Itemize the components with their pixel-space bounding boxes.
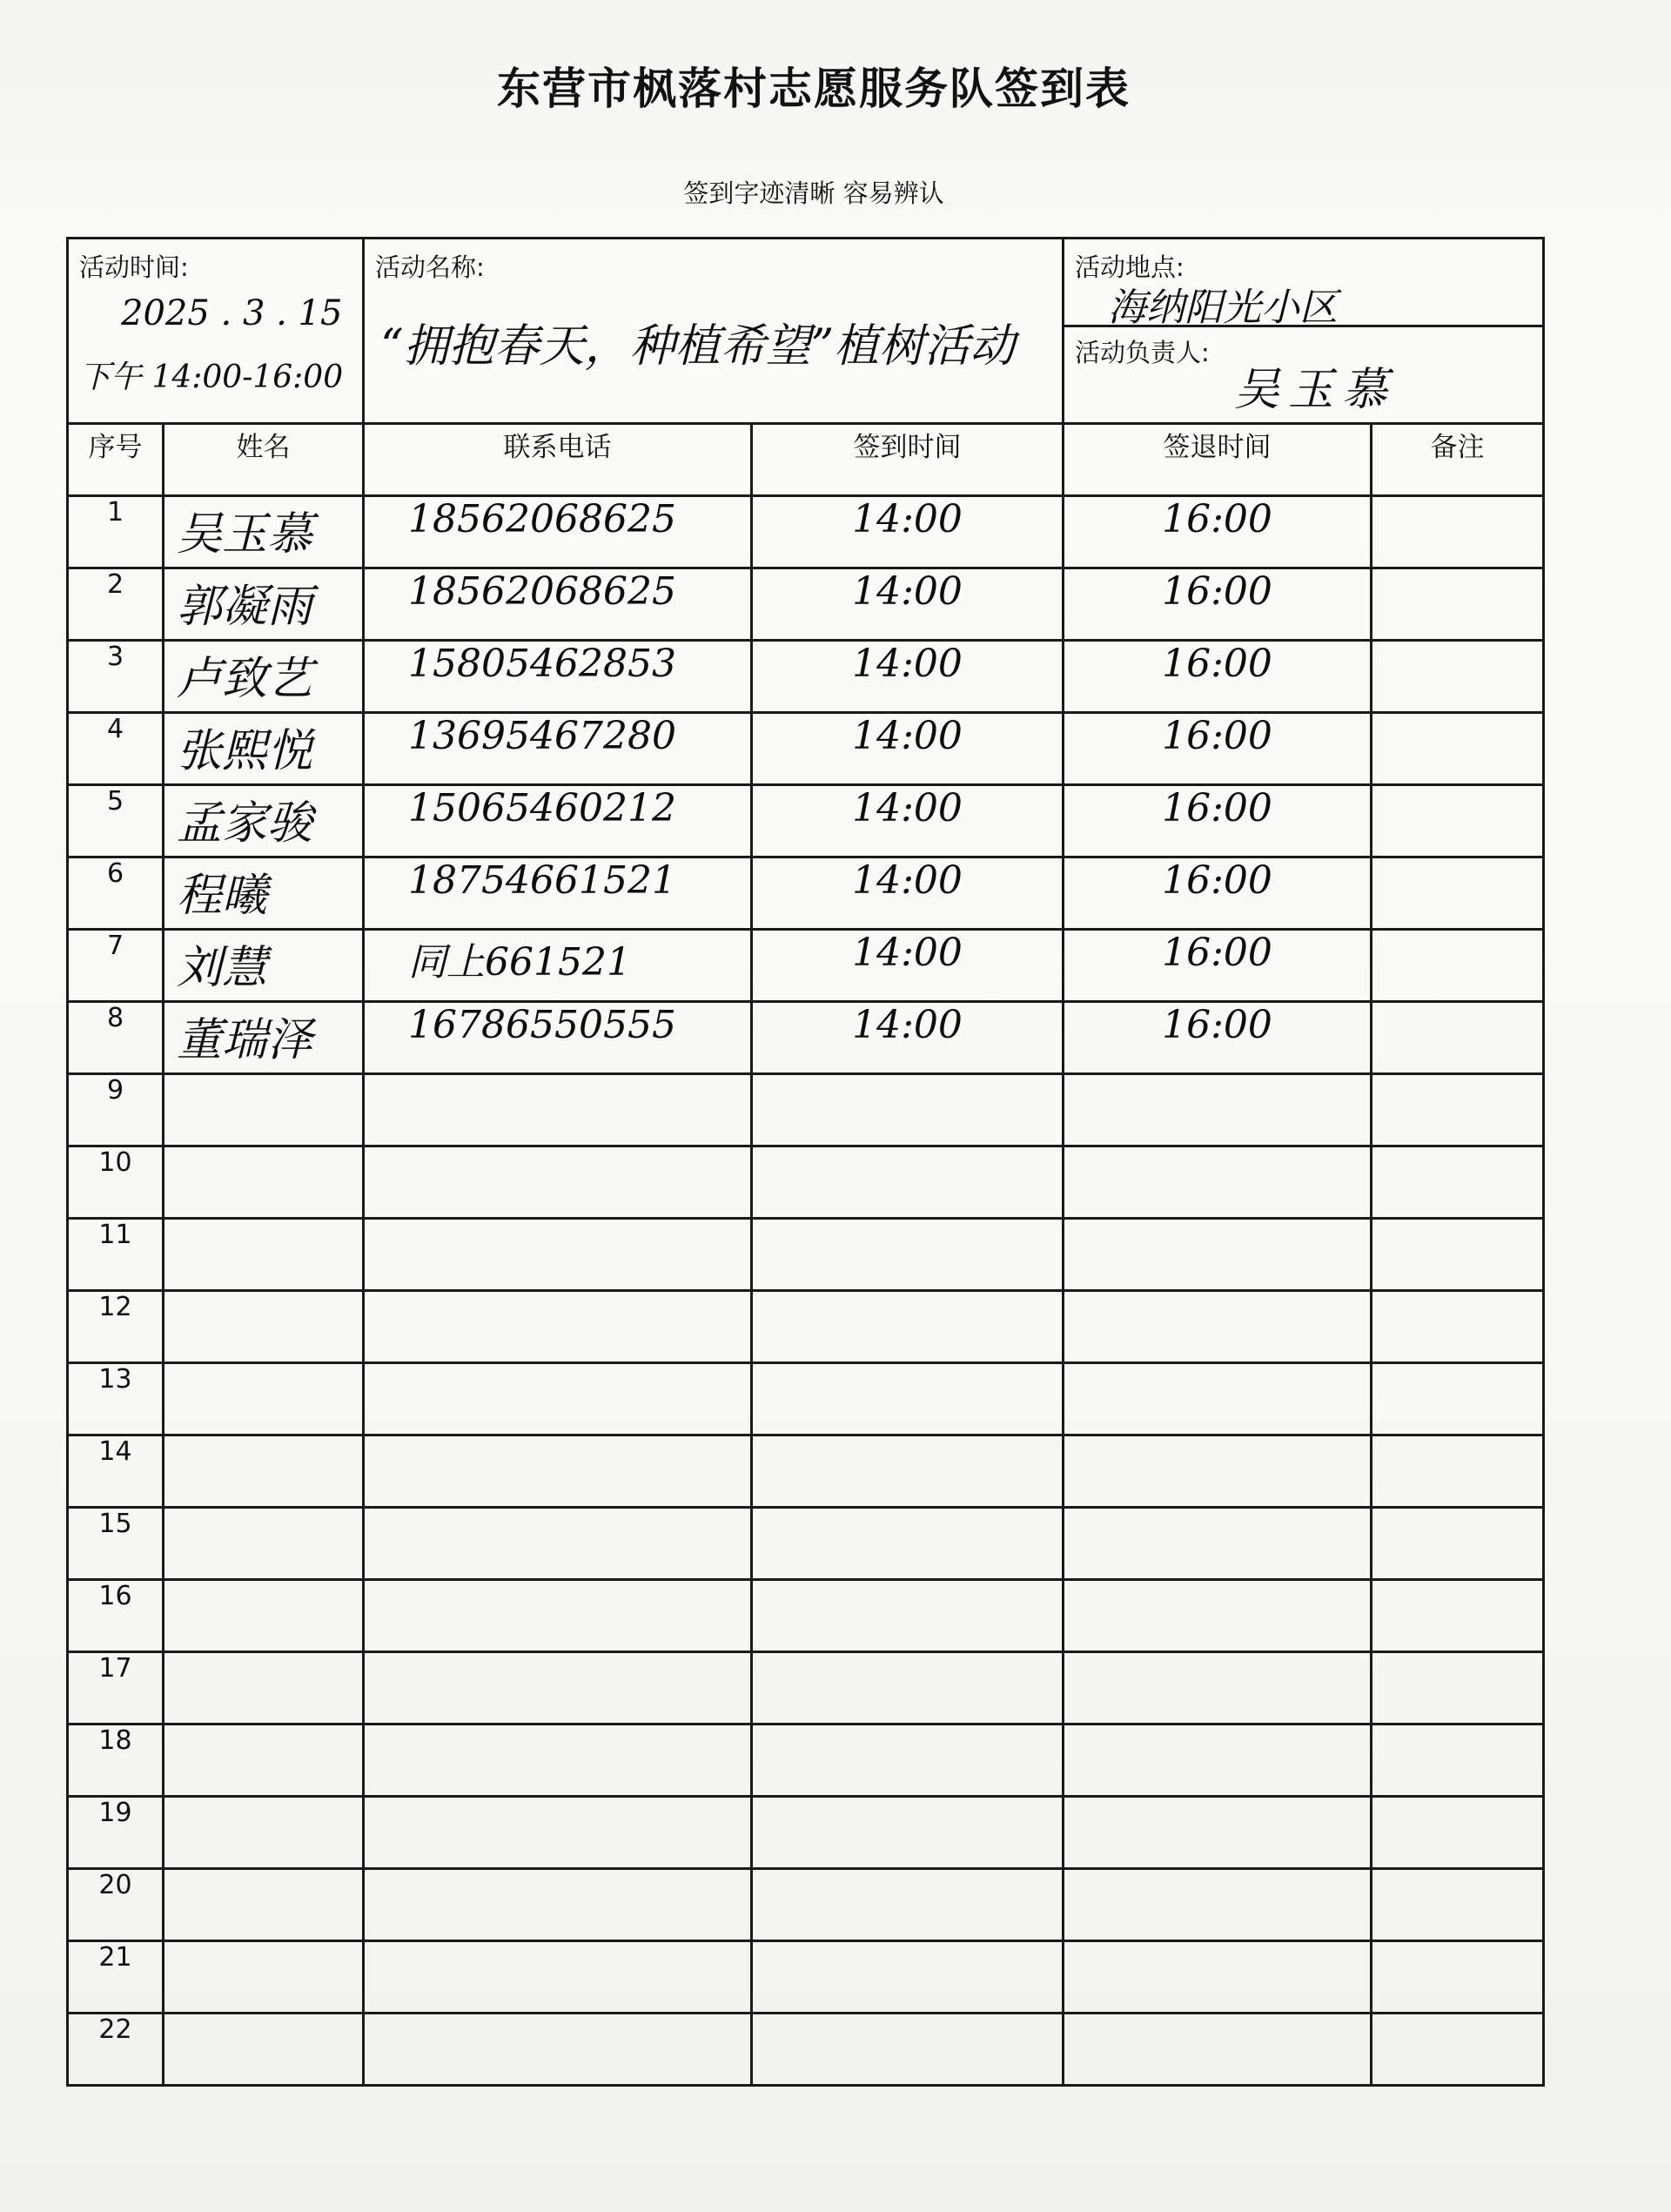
row-checkout-time: 16:00 <box>1064 1002 1372 1074</box>
row-remark <box>1372 568 1544 641</box>
row-phone <box>364 1869 752 1941</box>
row-name: 董瑞泽 <box>164 1002 364 1074</box>
row-checkin-time <box>752 1725 1064 1797</box>
row-seq: 1 <box>68 496 164 568</box>
row-name <box>164 1435 364 1508</box>
row-phone <box>364 1652 752 1725</box>
activity-date-value: 2025 . 3 . 15 <box>121 293 343 333</box>
row-phone <box>364 1508 752 1580</box>
row-checkout-time <box>1064 1363 1372 1435</box>
row-checkin-time: 14:00 <box>752 785 1064 857</box>
row-seq: 14 <box>68 1435 164 1508</box>
row-name <box>164 1941 364 2014</box>
row-phone <box>364 1580 752 1652</box>
table-row <box>68 1508 1544 1580</box>
row-name <box>164 1291 364 1363</box>
page-title: 东营市枫落村志愿服务队签到表 <box>497 64 1131 114</box>
header-phone: 联系电话 <box>364 424 752 496</box>
table-row <box>68 857 1544 930</box>
activity-location-cell <box>1064 239 1544 424</box>
row-remark <box>1372 2014 1544 2086</box>
table-row <box>68 1219 1544 1291</box>
sign-in-table <box>66 237 1545 2087</box>
row-checkout-time <box>1064 1435 1372 1508</box>
row-remark <box>1372 1652 1544 1725</box>
header-checkin: 签到时间 <box>752 424 1064 496</box>
activity-leader-label: 活动负责人: <box>1075 338 1210 367</box>
row-remark <box>1372 496 1544 568</box>
activity-name-cell <box>364 239 1064 424</box>
row-remark <box>1372 1435 1544 1508</box>
row-seq: 16 <box>68 1580 164 1652</box>
row-checkout-time: 16:00 <box>1064 568 1372 641</box>
activity-time-cell <box>68 239 364 424</box>
table-row <box>68 1074 1544 1146</box>
table-row <box>68 1652 1544 1725</box>
activity-location-value: 海纳阳光小区 <box>1108 286 1338 330</box>
row-checkin-time <box>752 1363 1064 1435</box>
row-name <box>164 1508 364 1580</box>
activity-time-label: 活动时间: <box>79 252 189 282</box>
table-row <box>68 713 1544 785</box>
activity-name-label: 活动名称: <box>375 252 485 282</box>
row-name <box>164 1725 364 1797</box>
header-seq: 序号 <box>68 424 164 496</box>
row-checkout-time <box>1064 1580 1372 1652</box>
table-row <box>68 1002 1544 1074</box>
row-name: 卢致艺 <box>164 641 364 713</box>
row-seq: 4 <box>68 713 164 785</box>
header-name: 姓名 <box>164 424 364 496</box>
row-remark <box>1372 1580 1544 1652</box>
table-row <box>68 641 1544 713</box>
info-row <box>68 239 1544 424</box>
row-name: 张熙悦 <box>164 713 364 785</box>
activity-name-value: “拥抱春天，种植希望”植树活动 <box>380 320 1016 373</box>
table-row <box>68 568 1544 641</box>
row-checkin-time <box>752 1869 1064 1941</box>
row-seq: 9 <box>68 1074 164 1146</box>
row-remark <box>1372 1725 1544 1797</box>
row-checkin-time: 14:00 <box>752 930 1064 1002</box>
row-remark <box>1372 713 1544 785</box>
row-remark <box>1372 785 1544 857</box>
row-checkout-time: 16:00 <box>1064 857 1372 930</box>
row-checkout-time: 16:00 <box>1064 496 1372 568</box>
row-remark <box>1372 1797 1544 1869</box>
row-seq: 3 <box>68 641 164 713</box>
row-seq: 21 <box>68 1941 164 2014</box>
row-phone <box>364 1435 752 1508</box>
row-name <box>164 1074 364 1146</box>
header-checkout: 签退时间 <box>1064 424 1372 496</box>
row-checkin-time: 14:00 <box>752 1002 1064 1074</box>
row-checkout-time <box>1064 1797 1372 1869</box>
row-checkin-time <box>752 1797 1064 1869</box>
row-checkout-time <box>1064 1652 1372 1725</box>
row-seq: 10 <box>68 1146 164 1219</box>
activity-leader-value: 吴玉慕 <box>1234 364 1397 416</box>
row-checkout-time: 16:00 <box>1064 930 1372 1002</box>
table-row <box>68 1146 1544 1219</box>
row-remark <box>1372 1508 1544 1580</box>
row-remark <box>1372 1941 1544 2014</box>
table-row <box>68 1291 1544 1363</box>
row-seq: 8 <box>68 1002 164 1074</box>
table-row <box>68 930 1544 1002</box>
row-phone <box>364 1363 752 1435</box>
row-phone: 同上661521 <box>364 930 752 1002</box>
row-checkin-time: 14:00 <box>752 857 1064 930</box>
row-checkout-time <box>1064 1725 1372 1797</box>
row-checkin-time <box>752 1219 1064 1291</box>
row-checkout-time <box>1064 1074 1372 1146</box>
header-remark: 备注 <box>1372 424 1544 496</box>
row-checkin-time <box>752 2014 1064 2086</box>
row-seq: 13 <box>68 1363 164 1435</box>
row-name: 郭凝雨 <box>164 568 364 641</box>
row-phone <box>364 1941 752 2014</box>
row-checkin-time: 14:00 <box>752 641 1064 713</box>
row-seq: 15 <box>68 1508 164 1580</box>
row-phone <box>364 1146 752 1219</box>
row-seq: 2 <box>68 568 164 641</box>
row-name <box>164 1146 364 1219</box>
row-checkin-time <box>752 1580 1064 1652</box>
row-checkout-time <box>1064 1941 1372 2014</box>
location-subcell <box>1064 239 1542 330</box>
row-phone: 13695467280 <box>364 713 752 785</box>
activity-location-label: 活动地点: <box>1075 252 1184 282</box>
row-checkout-time <box>1064 1291 1372 1363</box>
row-name: 程曦 <box>164 857 364 930</box>
row-seq: 19 <box>68 1797 164 1869</box>
table-row <box>68 1435 1544 1508</box>
row-remark <box>1372 1074 1544 1146</box>
row-checkin-time <box>752 1941 1064 2014</box>
row-phone: 16786550555 <box>364 1002 752 1074</box>
row-seq: 20 <box>68 1869 164 1941</box>
row-remark <box>1372 857 1544 930</box>
row-remark <box>1372 930 1544 1002</box>
row-checkout-time: 16:00 <box>1064 785 1372 857</box>
table-row <box>68 1725 1544 1797</box>
row-checkout-time <box>1064 1146 1372 1219</box>
row-remark <box>1372 1002 1544 1074</box>
activity-time-value: 下午 14:00-16:00 <box>79 360 344 395</box>
row-checkin-time: 14:00 <box>752 713 1064 785</box>
column-header-row <box>68 424 1544 496</box>
row-checkin-time <box>752 1146 1064 1219</box>
row-seq: 5 <box>68 785 164 857</box>
row-name <box>164 1219 364 1291</box>
table-row <box>68 1363 1544 1435</box>
row-checkin-time <box>752 1074 1064 1146</box>
row-phone <box>364 2014 752 2086</box>
row-phone: 18562068625 <box>364 496 752 568</box>
row-checkin-time: 14:00 <box>752 496 1064 568</box>
row-checkout-time: 16:00 <box>1064 641 1372 713</box>
table-row <box>68 496 1544 568</box>
table-row <box>68 1941 1544 2014</box>
table-row <box>68 785 1544 857</box>
row-checkout-time <box>1064 1508 1372 1580</box>
row-name <box>164 1580 364 1652</box>
page-subtitle: 签到字迹清晰 容易辨认 <box>683 178 944 208</box>
row-name: 孟家骏 <box>164 785 364 857</box>
row-name <box>164 1363 364 1435</box>
row-name <box>164 1797 364 1869</box>
row-checkout-time <box>1064 1869 1372 1941</box>
row-checkout-time: 16:00 <box>1064 713 1372 785</box>
row-phone <box>364 1725 752 1797</box>
row-phone: 18562068625 <box>364 568 752 641</box>
row-name <box>164 1869 364 1941</box>
row-remark <box>1372 1291 1544 1363</box>
row-remark <box>1372 1869 1544 1941</box>
table-row <box>68 2014 1544 2086</box>
row-checkin-time <box>752 1435 1064 1508</box>
row-name <box>164 1652 364 1725</box>
row-remark <box>1372 1146 1544 1219</box>
row-checkin-time <box>752 1652 1064 1725</box>
row-phone: 15065460212 <box>364 785 752 857</box>
row-seq: 22 <box>68 2014 164 2086</box>
row-seq: 6 <box>68 857 164 930</box>
row-seq: 17 <box>68 1652 164 1725</box>
table-row <box>68 1580 1544 1652</box>
row-checkout-time <box>1064 2014 1372 2086</box>
row-phone <box>364 1219 752 1291</box>
row-checkout-time <box>1064 1219 1372 1291</box>
row-name <box>164 2014 364 2086</box>
row-seq: 11 <box>68 1219 164 1291</box>
row-checkin-time <box>752 1508 1064 1580</box>
row-checkin-time: 14:00 <box>752 568 1064 641</box>
row-phone <box>364 1074 752 1146</box>
row-name: 刘慧 <box>164 930 364 1002</box>
row-remark <box>1372 1363 1544 1435</box>
row-name: 吴玉慕 <box>164 496 364 568</box>
row-seq: 18 <box>68 1725 164 1797</box>
row-phone: 15805462853 <box>364 641 752 713</box>
table-row <box>68 1869 1544 1941</box>
row-checkin-time <box>752 1291 1064 1363</box>
row-remark <box>1372 641 1544 713</box>
row-phone <box>364 1291 752 1363</box>
table-row <box>68 1797 1544 1869</box>
row-remark <box>1372 1219 1544 1291</box>
row-phone <box>364 1797 752 1869</box>
row-phone: 18754661521 <box>364 857 752 930</box>
row-seq: 7 <box>68 930 164 1002</box>
row-seq: 12 <box>68 1291 164 1363</box>
